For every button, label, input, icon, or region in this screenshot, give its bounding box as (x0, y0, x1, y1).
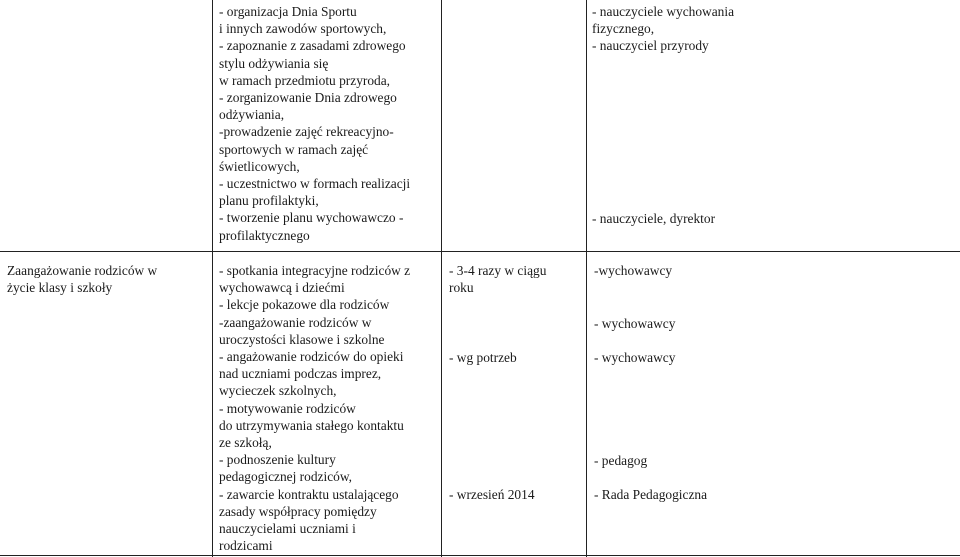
responsible-cell: - nauczyciele, dyrektor (592, 211, 716, 226)
row-divider (0, 555, 960, 556)
term-item: - wrzesień 2014 (449, 487, 535, 502)
column-divider (441, 0, 442, 557)
responsible-item: - pedagog (594, 453, 648, 468)
responsible-item: -wychowawcy (594, 263, 673, 278)
responsible-item: - Rada Pedagogiczna (594, 487, 708, 502)
term-item: - wg potrzeb (449, 350, 517, 365)
activities-cell: - spotkania integracyjne rodziców z wychowawcą i dziećmi - lekcje pokazowe dla rodziców -zaangażowanie rodziców w uroczystości klasowe i szkolne - angażowanie rodziców do opieki nad uczniami podczas imprez, wycieczek szkolnych, - motywowanie rodziców do utrzymywania stałego kontaktu ze szkołą, - podnoszenie kultury pedagogicznej rodziców, - zawarcie kontraktu ustalającego zasady współpracy pomiędzy nauczycielami uczniami i rodzicami (219, 263, 411, 554)
row-divider (0, 251, 960, 252)
activities-cell: - organizacja Dnia Sportu i innych zawodów sportowych, - zapoznanie z zasadami zdrowego stylu odżywiania się w ramach przedmiotu przyroda, - zorganizowanie Dnia zdrowego odżywiania, -prowadzenie zajęć rekreacyjno- sportowych w ramach zajęć świetlicowych, - uczestnictwo w formach realizacji planu profilaktyki, - tworzenie planu wychowawczo - profilaktycznego (219, 4, 411, 243)
responsible-cell: - nauczyciele wychowania fizycznego, - nauczyciel przyrody (592, 4, 735, 54)
responsible-item: - wychowawcy (594, 350, 676, 365)
column-divider (212, 0, 213, 557)
area-cell: Zaangażowanie rodziców w życie klasy i szkoły (7, 263, 158, 296)
term-item: - 3-4 razy w ciągu roku (449, 263, 547, 296)
responsible-item: - wychowawcy (594, 316, 676, 331)
column-divider (586, 0, 587, 557)
